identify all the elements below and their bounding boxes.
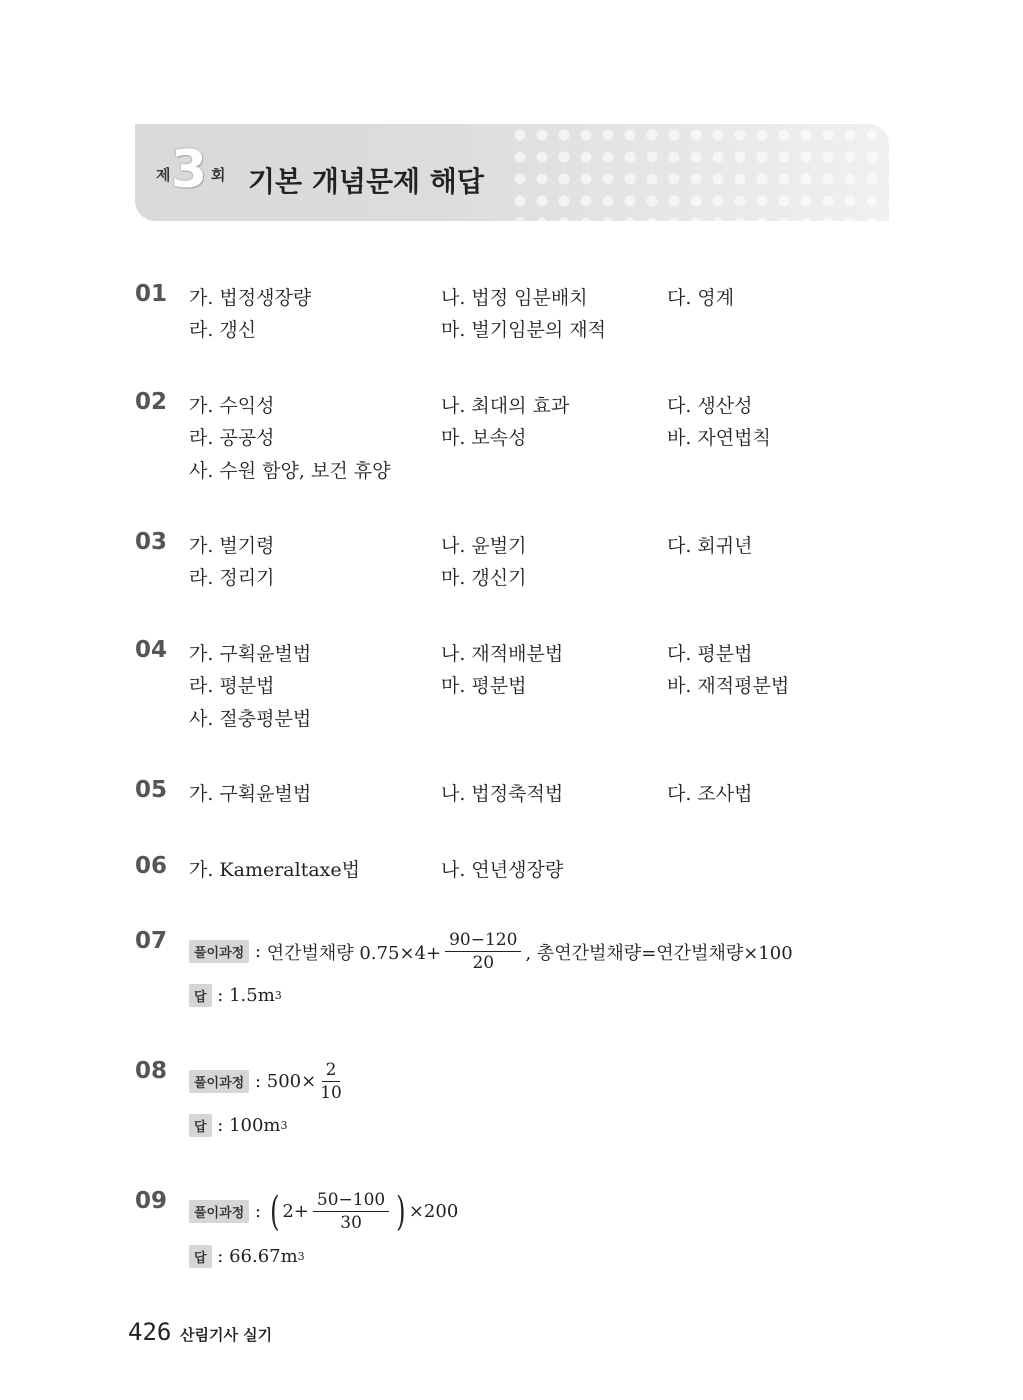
fraction-numerator: 50−100	[313, 1190, 389, 1212]
answer-exponent: 3	[274, 989, 282, 1002]
answer-item: 가. 구획윤벌법	[189, 643, 312, 665]
answer-line	[189, 1114, 288, 1137]
process-text: : 500×	[249, 1071, 317, 1092]
fraction	[313, 1190, 389, 1233]
question-number: 03	[135, 529, 168, 555]
answer-item: 바. 자연법칙	[667, 427, 771, 449]
answer-item: 다. 생산성	[667, 395, 753, 417]
dot-pattern	[509, 124, 889, 221]
fraction	[320, 1060, 342, 1103]
answer-item: 나. 재적배분법	[441, 643, 564, 665]
process-text: , 총연간벌채량=연간벌채량×100	[525, 942, 793, 964]
answer-tag: 답	[189, 1245, 212, 1268]
process-tag: 풀이과정	[189, 940, 249, 963]
answer-item: 다. 회귀년	[667, 535, 753, 557]
fraction-denominator: 20	[472, 953, 495, 973]
chapter-title: 기본 개념문제 해답	[248, 165, 484, 198]
answer-tag: 답	[189, 1114, 212, 1137]
answer-item: 나. 연년생장량	[441, 859, 564, 881]
answer-item: 가. 구획윤벌법	[189, 783, 312, 805]
answer-item: 바. 재적평분법	[667, 675, 790, 697]
answer-value: : 100m	[211, 1115, 281, 1136]
chapter-number: 3	[171, 140, 208, 200]
answer-value: : 1.5m	[211, 985, 275, 1006]
answer-item: 라. 정리기	[189, 567, 275, 589]
answer-item: 다. 조사법	[667, 783, 753, 805]
answer-item: 라. 공공성	[189, 427, 275, 449]
fraction-denominator: 30	[340, 1213, 362, 1233]
answer-tag: 답	[189, 984, 212, 1007]
chapter-banner	[135, 124, 889, 221]
answer-item: 사. 절충평분법	[189, 708, 312, 730]
answer-exponent: 3	[297, 1250, 305, 1263]
process-colon: :	[249, 1201, 267, 1222]
question-number: 08	[135, 1058, 168, 1084]
fraction-numerator: 90−120	[445, 930, 521, 952]
question-number: 07	[135, 928, 168, 954]
left-paren: (	[269, 1188, 280, 1235]
right-paren: )	[396, 1188, 406, 1235]
fraction	[445, 930, 521, 973]
question-number: 06	[135, 853, 168, 879]
solution-process	[189, 930, 793, 973]
answer-item: 나. 법정축적법	[441, 783, 564, 805]
process-tag: 풀이과정	[189, 1070, 249, 1093]
answer-item: 다. 평분법	[667, 643, 753, 665]
answer-item: 가. 벌기령	[189, 535, 275, 557]
answer-item: 마. 보속성	[441, 427, 527, 449]
answer-line	[189, 984, 282, 1007]
answer-value: : 66.67m	[211, 1246, 298, 1267]
process-text: 2+	[282, 1201, 309, 1222]
question-number: 04	[135, 637, 168, 663]
process-text: 연간벌채량 0.75×4+	[266, 942, 442, 964]
chapter-prefix: 제	[156, 166, 171, 184]
answer-item: 가. 법정생장량	[189, 287, 312, 309]
answer-item: 나. 최대의 효과	[441, 395, 570, 417]
answer-item: 라. 갱신	[189, 319, 257, 341]
chapter-suffix: 회	[211, 166, 226, 184]
answer-item: 다. 영계	[667, 287, 735, 309]
question-number: 05	[135, 777, 168, 803]
question-number: 02	[135, 389, 168, 415]
process-tag: 풀이과정	[189, 1200, 249, 1223]
process-colon: :	[249, 941, 267, 962]
solution-process	[189, 1190, 458, 1233]
answer-item: 마. 벌기임분의 재적	[441, 319, 606, 341]
fraction-denominator: 10	[320, 1083, 342, 1103]
answer-item: 가. Kameraltaxe법	[189, 859, 360, 881]
process-text: ×200	[408, 1201, 459, 1222]
page-number: 426	[128, 1318, 172, 1346]
answer-item: 라. 평분법	[189, 675, 275, 697]
answer-item: 마. 평분법	[441, 675, 527, 697]
answer-item: 마. 갱신기	[441, 567, 527, 589]
question-number: 09	[135, 1188, 168, 1214]
question-number: 01	[135, 281, 168, 307]
answer-item: 나. 윤벌기	[441, 535, 527, 557]
answer-line	[189, 1245, 305, 1268]
solution-process	[189, 1060, 346, 1103]
fraction-numerator: 2	[322, 1060, 341, 1082]
book-title: 산림기사 실기	[180, 1326, 273, 1344]
answer-item: 사. 수원 함양, 보건 휴양	[189, 460, 391, 482]
answer-exponent: 3	[280, 1119, 288, 1132]
answer-item: 가. 수익성	[189, 395, 275, 417]
answer-item: 나. 법정 임분배치	[441, 287, 588, 309]
